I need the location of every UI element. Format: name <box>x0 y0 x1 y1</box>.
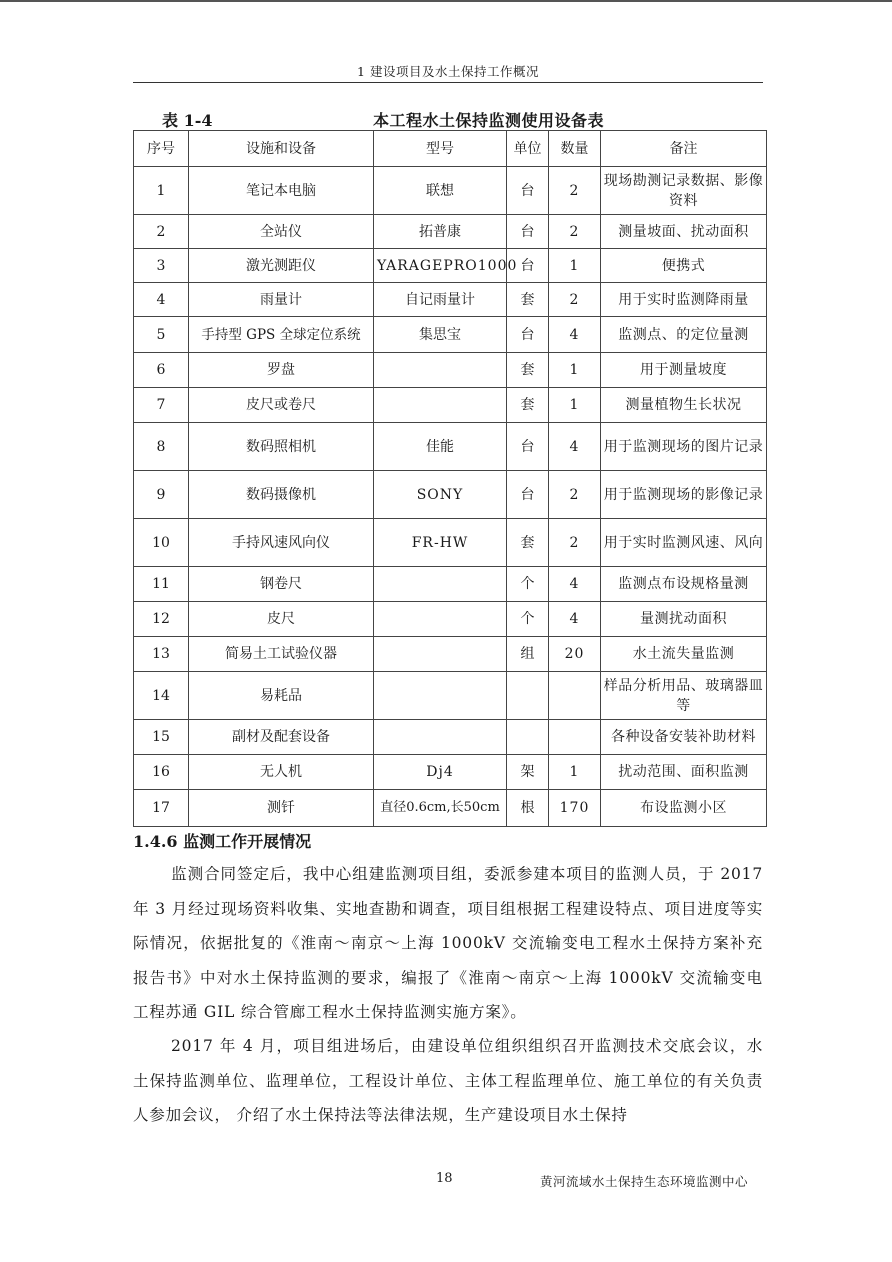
cell-model <box>374 388 507 423</box>
cell-note: 监测点、的定位量测 <box>601 317 767 353</box>
cell-note: 量测扰动面积 <box>601 602 767 637</box>
table-row <box>134 353 767 388</box>
cell-name: 手持型 GPS 全球定位系统 <box>189 317 374 353</box>
cell-note: 便携式 <box>601 249 767 283</box>
cell-quantity: 170 <box>549 790 601 827</box>
cell-note: 用于监测现场的图片记录 <box>601 423 767 471</box>
cell-quantity: 20 <box>549 637 601 672</box>
cell-unit <box>507 720 549 755</box>
cell-no: 3 <box>134 249 189 283</box>
cell-no: 13 <box>134 637 189 672</box>
cell-note: 用于监测现场的影像记录 <box>601 471 767 519</box>
page-number: 18 <box>436 1171 453 1186</box>
paragraph-text: 2017 年 4 月，项目组进场后，由建设单位组织组织召开监测技术交底会议，水土保持监测单位、监理单位，工程设计单位、主体工程监理单位、施工单位的有关负责人参加会议， 介绍了水土保持法等法律法规，生产建设项目水土保持 <box>133 1037 763 1124</box>
body-paragraph <box>133 1029 763 1133</box>
cell-name: 笔记本电脑 <box>189 167 374 215</box>
table-row <box>134 720 767 755</box>
cell-model: FR-HW <box>374 519 507 567</box>
cell-model <box>374 567 507 602</box>
table-row <box>134 519 767 567</box>
cell-quantity: 4 <box>549 567 601 602</box>
cell-unit: 套 <box>507 283 549 317</box>
cell-model: 直径0.6cm,长50cm <box>374 790 507 827</box>
table-row <box>134 283 767 317</box>
cell-unit: 组 <box>507 637 549 672</box>
table-caption-title: 本工程水土保持监测使用设备表 <box>373 111 605 130</box>
cell-unit: 个 <box>507 602 549 637</box>
table-header-row <box>134 131 767 167</box>
cell-note: 布设监测小区 <box>601 790 767 827</box>
cell-quantity: 2 <box>549 215 601 249</box>
cell-unit: 台 <box>507 317 549 353</box>
table-row <box>134 423 767 471</box>
cell-quantity: 1 <box>549 249 601 283</box>
cell-unit: 台 <box>507 471 549 519</box>
cell-no: 10 <box>134 519 189 567</box>
column-header-model: 型号 <box>374 131 507 167</box>
cell-name: 易耗品 <box>189 672 374 720</box>
cell-quantity: 2 <box>549 519 601 567</box>
cell-name: 皮尺 <box>189 602 374 637</box>
cell-unit: 台 <box>507 423 549 471</box>
cell-name: 数码照相机 <box>189 423 374 471</box>
cell-model <box>374 672 507 720</box>
cell-unit: 套 <box>507 519 549 567</box>
cell-unit: 根 <box>507 790 549 827</box>
cell-quantity <box>549 720 601 755</box>
cell-no: 12 <box>134 602 189 637</box>
cell-model: 拓普康 <box>374 215 507 249</box>
cell-no: 11 <box>134 567 189 602</box>
table-row <box>134 672 767 720</box>
cell-quantity: 4 <box>549 602 601 637</box>
table-row <box>134 388 767 423</box>
cell-model: SONY <box>374 471 507 519</box>
cell-unit: 套 <box>507 388 549 423</box>
cell-model <box>374 353 507 388</box>
table-row <box>134 790 767 827</box>
cell-unit: 套 <box>507 353 549 388</box>
body-paragraph <box>133 857 763 1030</box>
cell-unit: 台 <box>507 167 549 215</box>
cell-name: 副材及配套设备 <box>189 720 374 755</box>
header-rule <box>133 82 763 83</box>
cell-no: 5 <box>134 317 189 353</box>
page-top-border <box>0 0 892 2</box>
table-caption-number: 表 1-4 <box>162 111 213 130</box>
column-header-name: 设施和设备 <box>189 131 374 167</box>
cell-model: 自记雨量计 <box>374 283 507 317</box>
cell-name: 数码摄像机 <box>189 471 374 519</box>
running-header: 1 建设项目及水土保持工作概况 <box>357 64 539 79</box>
cell-note: 现场勘测记录数据、影像资料 <box>601 167 767 215</box>
cell-name: 钢卷尺 <box>189 567 374 602</box>
cell-model <box>374 720 507 755</box>
cell-quantity: 1 <box>549 755 601 790</box>
cell-note: 测量坡面、扰动面积 <box>601 215 767 249</box>
cell-quantity: 2 <box>549 283 601 317</box>
cell-name: 皮尺或卷尺 <box>189 388 374 423</box>
equipment-table <box>133 130 767 827</box>
cell-no: 7 <box>134 388 189 423</box>
cell-note: 样品分析用品、玻璃器皿等 <box>601 672 767 720</box>
table-row <box>134 471 767 519</box>
cell-model: 联想 <box>374 167 507 215</box>
section-heading: 1.4.6 监测工作开展情况 <box>133 832 312 851</box>
cell-note: 水土流失量监测 <box>601 637 767 672</box>
cell-model: Dj4 <box>374 755 507 790</box>
footer-organization: 黄河流域水土保持生态环境监测中心 <box>540 1174 749 1189</box>
table-row <box>134 567 767 602</box>
cell-no: 6 <box>134 353 189 388</box>
cell-no: 9 <box>134 471 189 519</box>
cell-note: 用于实时监测降雨量 <box>601 283 767 317</box>
table-row <box>134 167 767 215</box>
cell-model: 佳能 <box>374 423 507 471</box>
cell-quantity: 4 <box>549 423 601 471</box>
cell-name: 简易土工试验仪器 <box>189 637 374 672</box>
cell-model: YARAGEPRO1000 <box>374 249 507 283</box>
cell-unit: 架 <box>507 755 549 790</box>
cell-name: 全站仪 <box>189 215 374 249</box>
cell-quantity: 2 <box>549 471 601 519</box>
cell-note: 用于测量坡度 <box>601 353 767 388</box>
table-row <box>134 755 767 790</box>
cell-quantity: 1 <box>549 388 601 423</box>
cell-no: 16 <box>134 755 189 790</box>
cell-name: 手持风速风向仪 <box>189 519 374 567</box>
cell-no: 15 <box>134 720 189 755</box>
cell-no: 8 <box>134 423 189 471</box>
cell-quantity: 1 <box>549 353 601 388</box>
cell-no: 17 <box>134 790 189 827</box>
column-header-quantity: 数量 <box>549 131 601 167</box>
cell-name: 激光测距仪 <box>189 249 374 283</box>
cell-model <box>374 602 507 637</box>
cell-note: 用于实时监测风速、风向 <box>601 519 767 567</box>
column-header-note: 备注 <box>601 131 767 167</box>
cell-unit: 台 <box>507 215 549 249</box>
column-header-unit: 单位 <box>507 131 549 167</box>
cell-model <box>374 637 507 672</box>
cell-unit: 台 <box>507 249 549 283</box>
table-row <box>134 215 767 249</box>
cell-no: 14 <box>134 672 189 720</box>
cell-no: 4 <box>134 283 189 317</box>
cell-quantity <box>549 672 601 720</box>
table-row <box>134 249 767 283</box>
cell-model: 集思宝 <box>374 317 507 353</box>
cell-note: 各种设备安装补助材料 <box>601 720 767 755</box>
cell-quantity: 4 <box>549 317 601 353</box>
cell-no: 2 <box>134 215 189 249</box>
cell-quantity: 2 <box>549 167 601 215</box>
cell-no: 1 <box>134 167 189 215</box>
cell-unit <box>507 672 549 720</box>
cell-name: 无人机 <box>189 755 374 790</box>
cell-note: 监测点布设规格量测 <box>601 567 767 602</box>
column-header-no: 序号 <box>134 131 189 167</box>
cell-note: 扰动范围、面积监测 <box>601 755 767 790</box>
table-row <box>134 602 767 637</box>
cell-name: 雨量计 <box>189 283 374 317</box>
cell-name: 测钎 <box>189 790 374 827</box>
cell-note: 测量植物生长状况 <box>601 388 767 423</box>
table-row <box>134 317 767 353</box>
cell-name: 罗盘 <box>189 353 374 388</box>
paragraph-text: 监测合同签定后，我中心组建监测项目组，委派参建本项目的监测人员，于 2017 年 3 月经过现场资料收集、实地查勘和调查，项目组根据工程建设特点、项目进度等实际情况，依据批复的《淮南～南京～上海 1000kV 交流输变电工程水土保持方案补充报告书》中对水土保持监测的要求，编报了《淮南～南京～上海 1000kV 交流输变电工程苏通 GIL 综合管廊工程水土保持监测实施方案》。 <box>133 865 763 1021</box>
table-row <box>134 637 767 672</box>
cell-unit: 个 <box>507 567 549 602</box>
